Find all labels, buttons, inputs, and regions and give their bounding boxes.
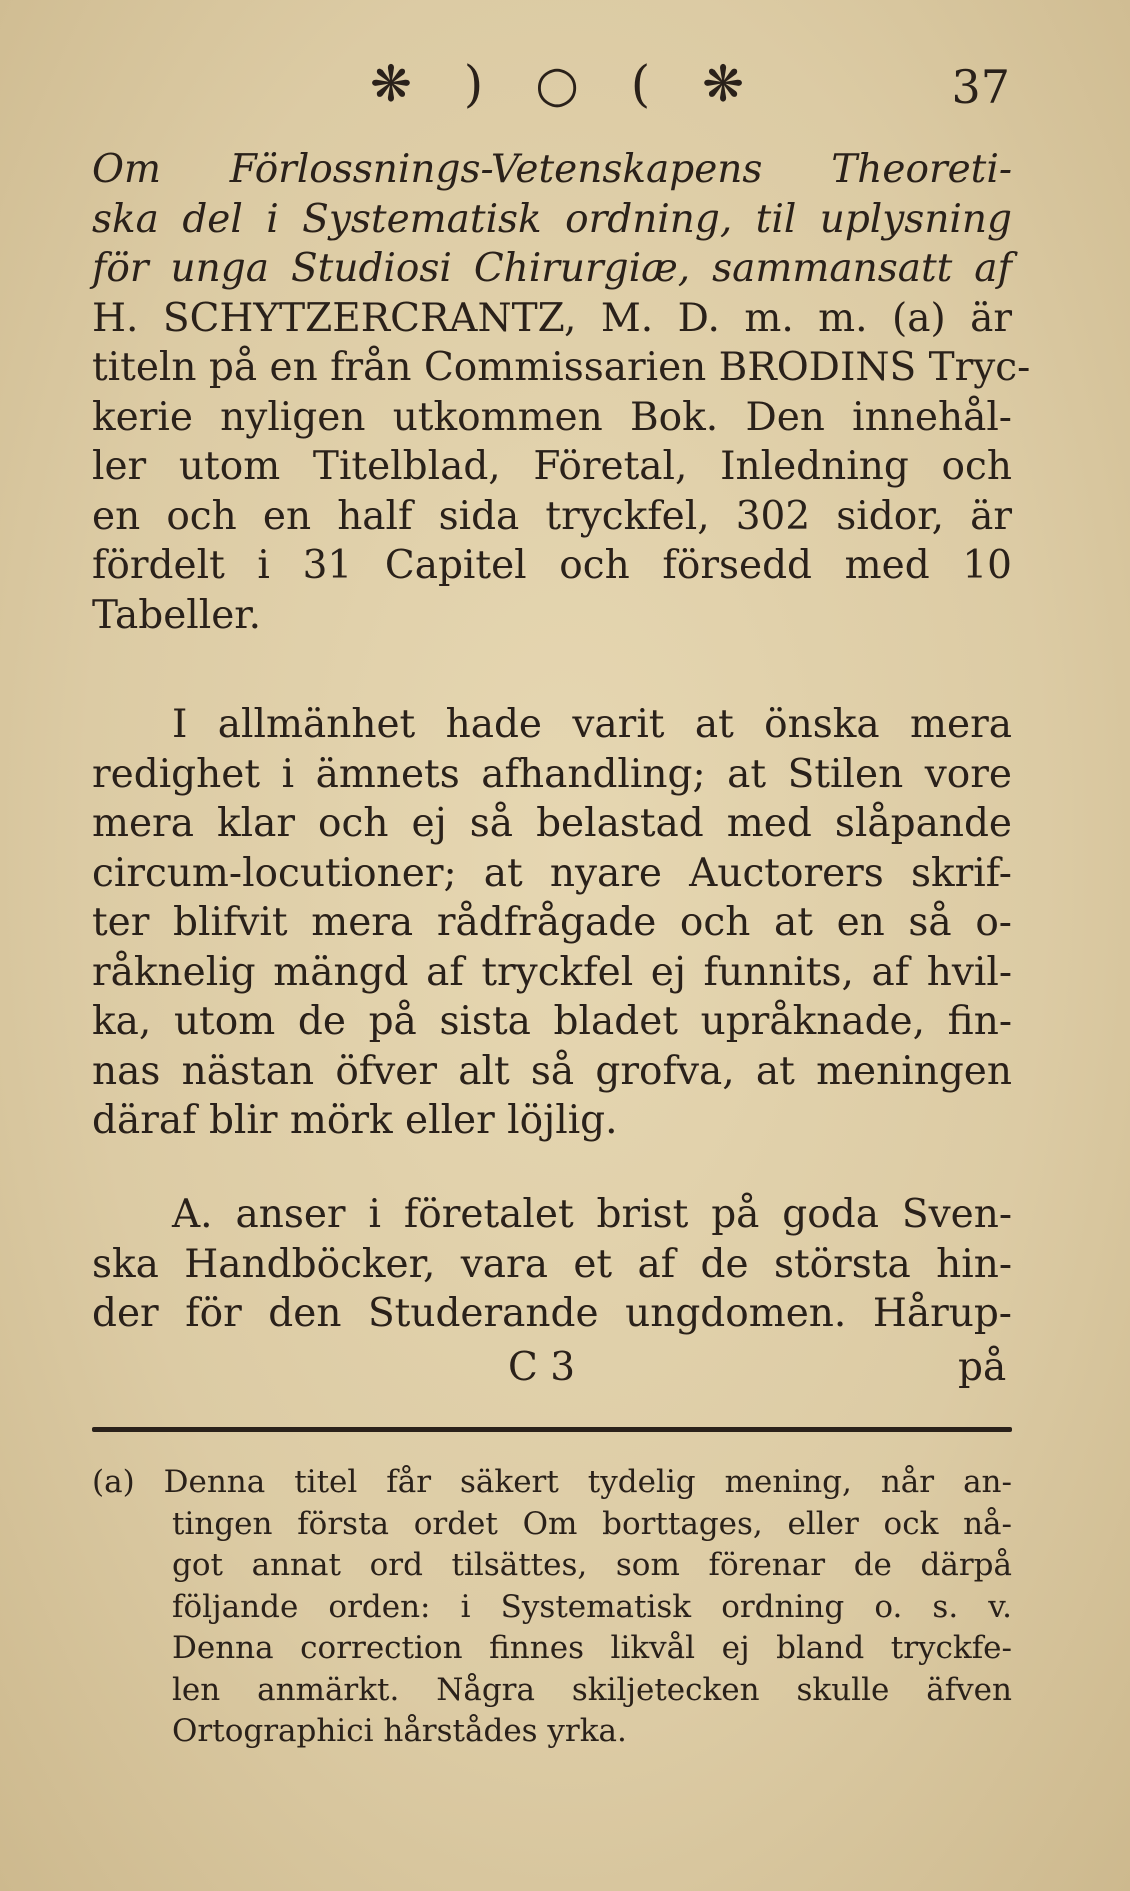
page-header xyxy=(0,55,1130,125)
footnote xyxy=(92,1462,1012,1753)
catchword: på xyxy=(958,1345,1007,1390)
text-line: för unga Studiosi Chirurgiæ, sammansatt af xyxy=(92,246,1012,291)
text-line: ter blifvit mera rådfrågade och at en så o- xyxy=(92,900,1012,945)
text-line: en och en half sida tryckfel, 302 sidor, är xyxy=(92,493,1012,539)
signature-mark: C 3 xyxy=(508,1345,576,1390)
text-line: ska del i Systematisk ordning, til uplysning xyxy=(92,196,1012,242)
footnote-line: följande orden: i Systematisk ordning o. s. v. xyxy=(172,1588,1012,1625)
text-line: Om Förlossnings-Vetenskapens Theoreti- xyxy=(92,147,1012,192)
text-line: kerie nyligen utkommen Bok. Den innehål- xyxy=(92,394,1012,440)
footnote-line: (a) Denna titel får säkert tydelig mening, når an- xyxy=(92,1464,1012,1500)
footnote-rule xyxy=(92,1427,1012,1432)
page-number: 37 xyxy=(951,60,1010,114)
text-line: circum-locutioner; at nyare Auctorers skrif- xyxy=(92,850,1012,896)
catchline xyxy=(0,1345,1130,1400)
text-line: råknelig mängd af tryckfel ej funnits, af hvil- xyxy=(92,949,1012,995)
text-line: fördelt i 31 Capitel och försedd med 10 xyxy=(92,543,1012,588)
text-line: titeln på en från Commissarien BRODINS Tryc- xyxy=(92,345,1031,390)
text-line: däraf blir mörk eller löjlig. xyxy=(92,1098,618,1143)
header-ornament: ❋ ) ○ ( ❋ xyxy=(370,55,763,113)
text-line: mera klar och ej så belastad med slåpande xyxy=(92,801,1012,846)
footnote-line: got annat ord tilsättes, som förenar de därpå xyxy=(172,1547,1012,1583)
footnote-line: Denna correction finnes likvål ej bland tryckfe- xyxy=(172,1630,1012,1666)
text-line: redighet i ämnets afhandling; at Stilen vore xyxy=(92,751,1012,797)
paragraph-handbooks xyxy=(92,1190,1012,1339)
text-line: A. anser i företalet brist på goda Sven- xyxy=(172,1192,1012,1237)
footnote-line: tingen första ordet Om borttages, eller ock nå- xyxy=(172,1505,1012,1542)
text-line: I allmänhet hade varit at önska mera xyxy=(172,702,1012,747)
footnote-line: len anmärkt. Några skiljetecken skulle äfven xyxy=(172,1671,1012,1708)
text-line: H. SCHYTZERCRANTZ, M. D. m. m. (a) är xyxy=(92,295,1012,341)
text-line: der för den Studerande ungdomen. Hårup- xyxy=(92,1291,1012,1336)
text-line: Tabeller. xyxy=(92,592,262,638)
paragraph-critique xyxy=(92,700,1012,1146)
paragraph-review-title xyxy=(92,145,1031,640)
footnote-line: Ortographici hårstådes yrka. xyxy=(172,1713,627,1749)
text-line: ska Handböcker, vara et af de största hin- xyxy=(92,1241,1012,1287)
text-line: ler utom Titelblad, Företal, Inledning och xyxy=(92,444,1012,489)
text-line: ka, utom de på sista bladet upråknade, fin- xyxy=(92,999,1012,1044)
text-line: nas nästan öfver alt så grofva, at meningen xyxy=(92,1048,1012,1094)
